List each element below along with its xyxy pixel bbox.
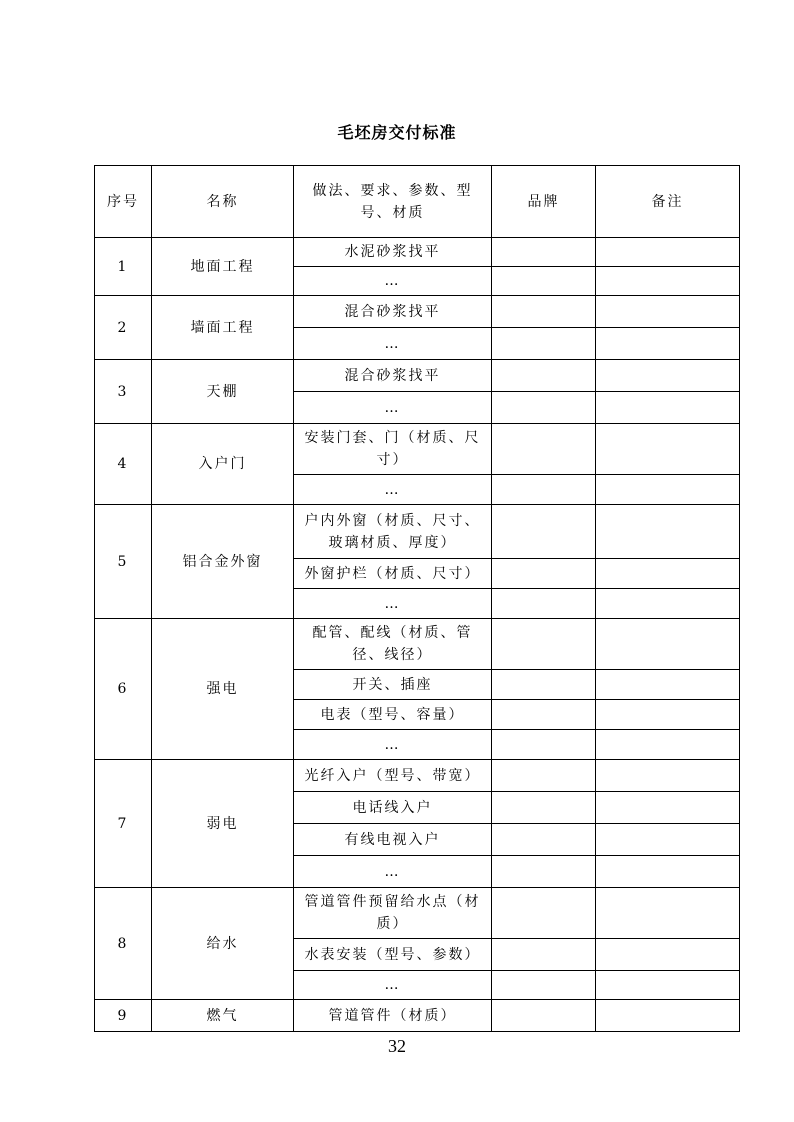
header-note: 备注	[596, 166, 740, 238]
row-spec: 开关、插座	[294, 670, 492, 700]
row-seq: 7	[95, 760, 152, 888]
row-spec: 电表（型号、容量）	[294, 700, 492, 730]
row-brand-cell	[492, 856, 596, 888]
table-row	[95, 296, 740, 328]
row-brand-cell	[492, 238, 596, 267]
row-spec: 混合砂浆找平	[294, 296, 492, 328]
row-note-cell	[596, 238, 740, 267]
row-note-cell	[596, 505, 740, 559]
row-spec: 电话线入户	[294, 792, 492, 824]
row-spec: …	[294, 971, 492, 1000]
row-brand-cell	[492, 360, 596, 392]
row-note-cell	[596, 267, 740, 296]
row-name: 墙面工程	[152, 296, 294, 360]
header-seq: 序号	[95, 166, 152, 238]
row-spec: 水泥砂浆找平	[294, 238, 492, 267]
header-spec: 做法、要求、参数、型号、材质	[294, 166, 492, 238]
row-note-cell	[596, 296, 740, 328]
row-seq: 6	[95, 619, 152, 760]
row-seq: 2	[95, 296, 152, 360]
row-spec: 配管、配线（材质、管径、线径）	[294, 619, 492, 670]
row-note-cell	[596, 792, 740, 824]
row-note-cell	[596, 392, 740, 424]
document-title: 毛坯房交付标准	[337, 123, 457, 142]
row-brand-cell	[492, 670, 596, 700]
row-note-cell	[596, 760, 740, 792]
row-note-cell	[596, 700, 740, 730]
row-name: 给水	[152, 888, 294, 1000]
row-note-cell	[596, 730, 740, 760]
delivery-standard-table	[94, 165, 740, 1032]
row-brand-cell	[492, 619, 596, 670]
table-row	[95, 424, 740, 475]
row-spec: …	[294, 589, 492, 619]
row-brand-cell	[492, 792, 596, 824]
row-brand-cell	[492, 424, 596, 475]
row-brand-cell	[492, 730, 596, 760]
row-name: 地面工程	[152, 238, 294, 296]
row-brand-cell	[492, 888, 596, 939]
page-number: 32	[388, 1036, 406, 1056]
row-note-cell	[596, 939, 740, 971]
table-body	[95, 166, 740, 1032]
row-brand-cell	[492, 589, 596, 619]
row-spec: …	[294, 730, 492, 760]
table-row	[95, 619, 740, 670]
row-note-cell	[596, 559, 740, 589]
row-brand-cell	[492, 939, 596, 971]
row-spec: …	[294, 267, 492, 296]
row-spec: 管道管件（材质）	[294, 1000, 492, 1032]
row-seq: 3	[95, 360, 152, 424]
row-spec: 水表安装（型号、参数）	[294, 939, 492, 971]
header-name: 名称	[152, 166, 294, 238]
table-row	[95, 1000, 740, 1032]
row-brand-cell	[492, 1000, 596, 1032]
row-name: 入户门	[152, 424, 294, 505]
row-spec: 光纤入户（型号、带宽）	[294, 760, 492, 792]
row-spec: 有线电视入户	[294, 824, 492, 856]
row-name: 天棚	[152, 360, 294, 424]
row-note-cell	[596, 328, 740, 360]
row-brand-cell	[492, 267, 596, 296]
row-note-cell	[596, 424, 740, 475]
row-note-cell	[596, 360, 740, 392]
row-spec: 外窗护栏（材质、尺寸）	[294, 559, 492, 589]
row-brand-cell	[492, 296, 596, 328]
row-spec: …	[294, 328, 492, 360]
row-brand-cell	[492, 824, 596, 856]
row-seq: 5	[95, 505, 152, 619]
row-spec: …	[294, 475, 492, 505]
row-note-cell	[596, 824, 740, 856]
row-spec: …	[294, 392, 492, 424]
row-name: 铝合金外窗	[152, 505, 294, 619]
row-seq: 4	[95, 424, 152, 505]
row-seq: 9	[95, 1000, 152, 1032]
row-brand-cell	[492, 700, 596, 730]
row-brand-cell	[492, 328, 596, 360]
table-row	[95, 238, 740, 267]
header-row	[95, 166, 740, 238]
row-note-cell	[596, 589, 740, 619]
table-row	[95, 760, 740, 792]
row-seq: 8	[95, 888, 152, 1000]
row-brand-cell	[492, 971, 596, 1000]
row-brand-cell	[492, 392, 596, 424]
row-name: 燃气	[152, 1000, 294, 1032]
row-brand-cell	[492, 760, 596, 792]
table-row	[95, 360, 740, 392]
row-spec: 安装门套、门（材质、尺寸）	[294, 424, 492, 475]
header-brand: 品牌	[492, 166, 596, 238]
row-note-cell	[596, 670, 740, 700]
row-brand-cell	[492, 559, 596, 589]
row-name: 弱电	[152, 760, 294, 888]
table-row	[95, 505, 740, 559]
row-spec: …	[294, 856, 492, 888]
row-note-cell	[596, 475, 740, 505]
table-row	[95, 888, 740, 939]
row-note-cell	[596, 888, 740, 939]
row-note-cell	[596, 619, 740, 670]
row-brand-cell	[492, 475, 596, 505]
row-note-cell	[596, 971, 740, 1000]
row-note-cell	[596, 856, 740, 888]
row-seq: 1	[95, 238, 152, 296]
row-spec: 户内外窗（材质、尺寸、玻璃材质、厚度）	[294, 505, 492, 559]
row-brand-cell	[492, 505, 596, 559]
row-spec: 混合砂浆找平	[294, 360, 492, 392]
row-spec: 管道管件预留给水点（材质）	[294, 888, 492, 939]
row-note-cell	[596, 1000, 740, 1032]
row-name: 强电	[152, 619, 294, 760]
